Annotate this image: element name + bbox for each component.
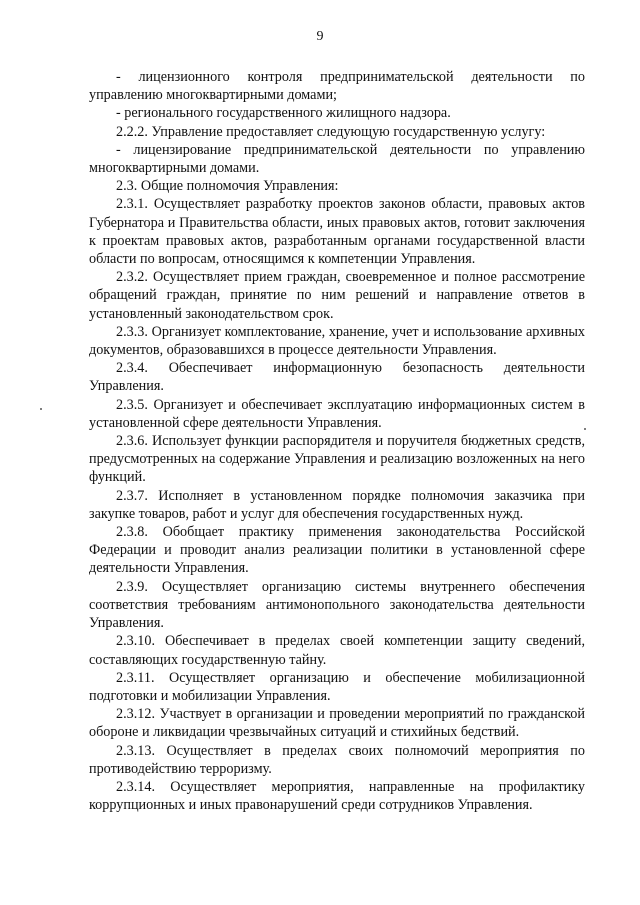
paragraph-2-3-8: 2.3.8. Обобщает практику применения законодательства Российской Федерации и проводит анализ реализации политики в установленной сфере деятельности Управления.	[89, 524, 585, 577]
page-number: 9	[316, 29, 324, 44]
paragraph-licensing-service: - лицензирование предпринимательской деятельности по управлению многоквартирными домами.	[89, 141, 585, 177]
paragraph-2-3-2: 2.3.2. Осуществляет прием граждан, своевременное и полное рассмотрение обращений граждан, принятие по ним решений и направление ответов в установленный законодательством срок.	[89, 269, 585, 322]
paragraph-2-3-11: 2.3.11. Осуществляет организацию и обеспечение мобилизационной подготовки и мобилизации Управления.	[89, 669, 585, 704]
paragraph-2-3-10: 2.3.10. Обеспечивает в пределах своей компетенции защиту сведений, составляющих государственную тайну.	[89, 633, 585, 668]
scan-artifact-right	[584, 428, 586, 430]
paragraph-2-2-2: 2.2.2. Управление предоставляет следующую государственную услугу:	[116, 123, 546, 140]
paragraph-2-3-6: 2.3.6. Использует функции распорядителя и поручителя бюджетных средств, предусмотренных на содержание Управления и реализацию возложенных на него функций.	[89, 433, 585, 486]
paragraph-2-3-1: 2.3.1. Осуществляет разработку проектов законов области, правовых актов Губернатора и Правительства области, иных правовых актов, готовит заключения к проектам правовых актов, разработанным органами государственной власти области по вопросам, относящимся к компетенции Управления.	[89, 196, 585, 268]
document-body	[89, 68, 585, 814]
paragraph-2-3-5: 2.3.5. Организует и обеспечивает эксплуатацию информационных систем в установленной сфере деятельности Управления.	[89, 396, 585, 431]
paragraph-housing-supervision: - регионального государственного жилищного надзора.	[116, 105, 451, 122]
paragraph-2-3-7: 2.3.7. Исполняет в установленном порядке полномочия заказчика при закупке товаров, работ и услуг для обеспечения государственных нужд.	[89, 487, 585, 522]
paragraph-2-3-13: 2.3.13. Осуществляет в пределах своих полномочий мероприятия по противодействию терроризму.	[89, 742, 585, 777]
paragraph-2-3-9: 2.3.9. Осуществляет организацию системы внутреннего обеспечения соответствия требованиям антимонопольного законодательства деятельности Управления.	[89, 578, 585, 632]
paragraph-2-3-4: 2.3.4. Обеспечивает информационную безопасность деятельности Управления.	[89, 360, 585, 395]
paragraph-2-3-3: 2.3.3. Организует комплектование, хранение, учет и использование архивных документов, образовавшихся в процессе деятельности Управления.	[89, 323, 585, 359]
section-heading-2-3: 2.3. Общие полномочия Управления:	[116, 178, 339, 195]
paragraph-2-3-12: 2.3.12. Участвует в организации и проведении мероприятий по гражданской обороне и ликвидации чрезвычайных ситуаций и стихийных бедствий.	[89, 706, 585, 741]
paragraph-2-3-14: 2.3.14. Осуществляет мероприятия, направленные на профилактику коррупционных и иных правонарушений среди сотрудников Управления.	[89, 778, 585, 814]
scan-artifact-left	[40, 408, 42, 410]
paragraph-licensing-control: - лицензионного контроля предпринимательской деятельности по управлению многоквартирными домами;	[89, 69, 585, 104]
